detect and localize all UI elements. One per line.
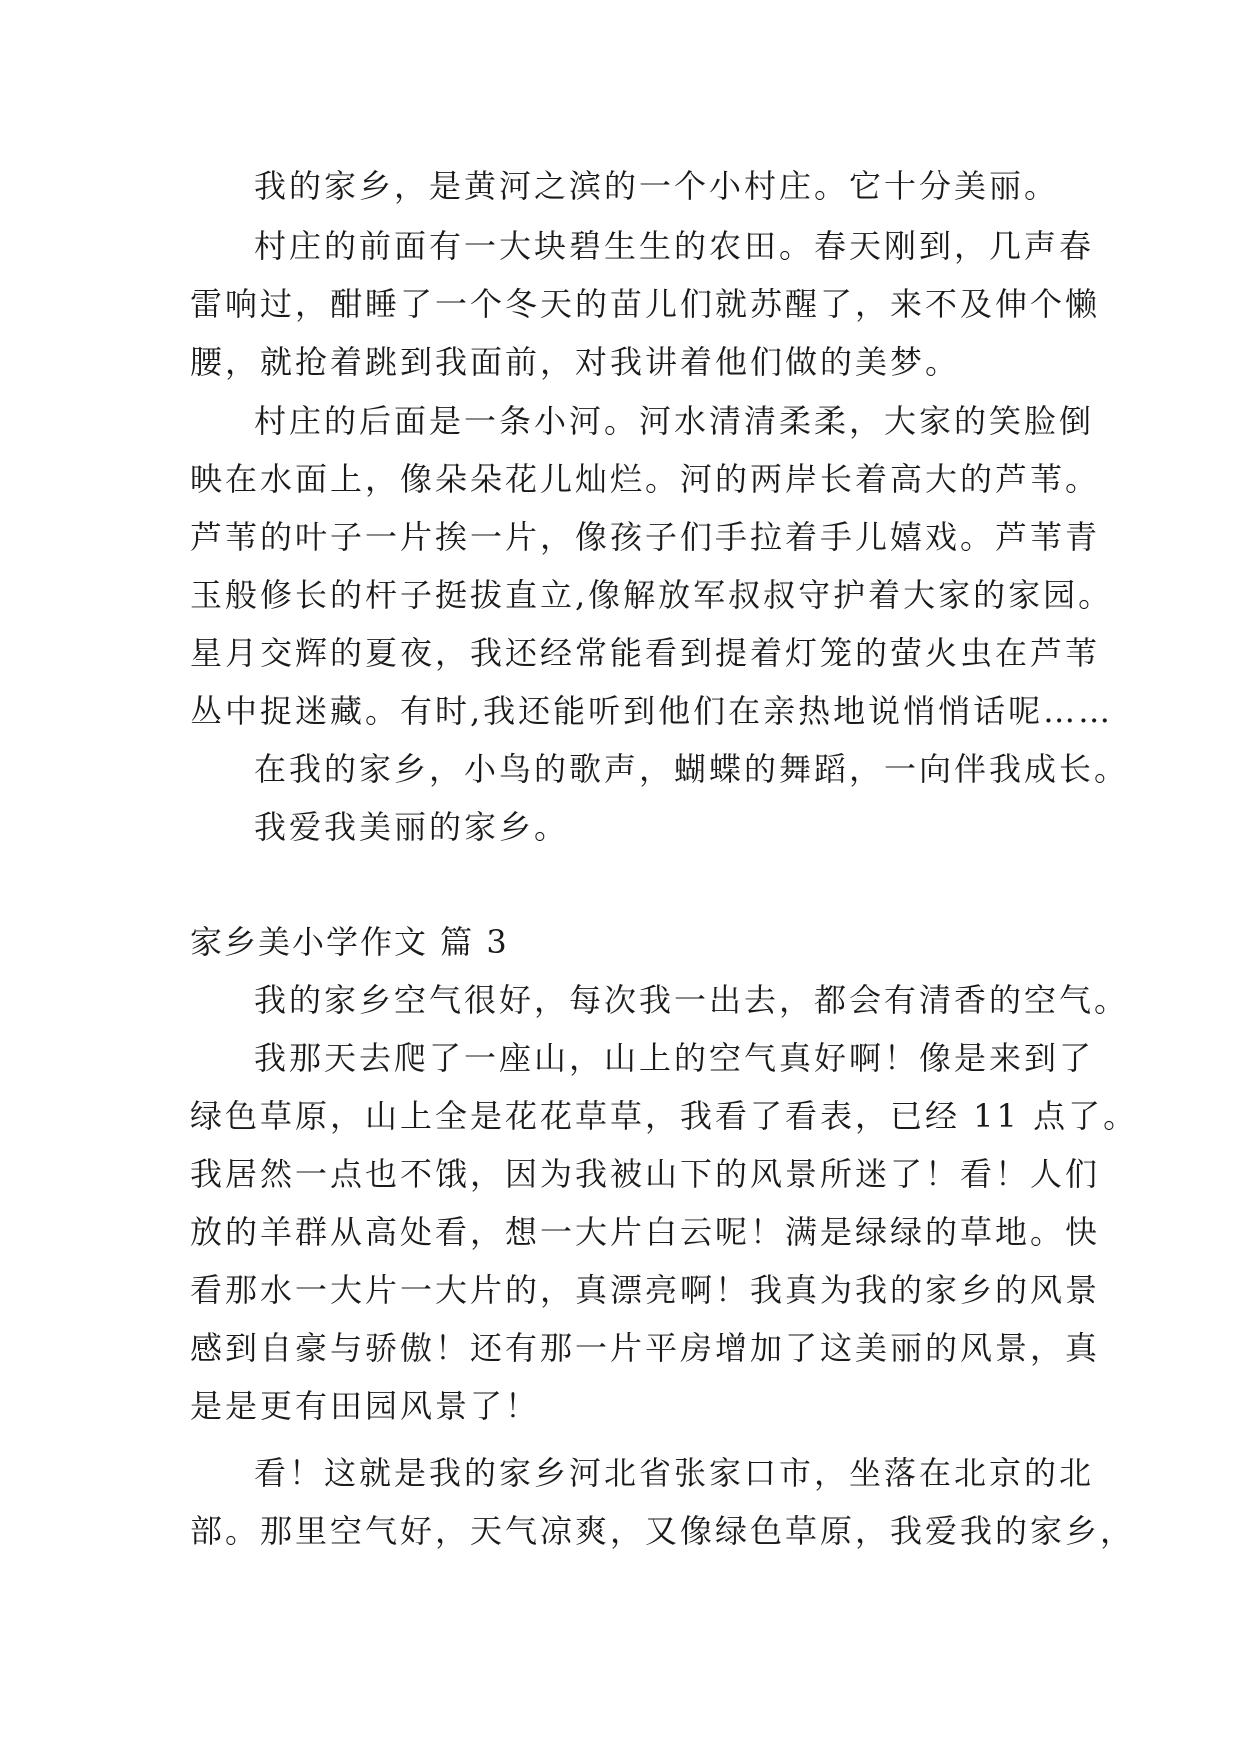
paragraph-line: 我爱我美丽的家乡。 [254, 808, 570, 846]
paragraph-line: 我的家乡，是黄河之滨的一个小村庄。它十分美丽。 [254, 167, 1060, 205]
paragraph-line: 我那天去爬了一座山，山上的空气真好啊！像是来到了 [254, 1039, 1095, 1077]
paragraph-line: 村庄的前面有一大块碧生生的农田。春天刚到，几声春 [254, 227, 1095, 265]
paragraph-line: 芦苇的叶子一片挨一片，像孩子们手拉着手儿嬉戏。芦苇青 [190, 518, 1101, 556]
paragraph-line: 在我的家乡，小鸟的歌声，蝴蝶的舞蹈，一向伴我成长。 [254, 750, 1130, 788]
paragraph-line: 星月交辉的夏夜，我还经常能看到提着灯笼的萤火虫在芦苇 [190, 634, 1101, 672]
paragraph-line: 丛中捉迷藏。有时,我还能听到他们在亲热地说悄悄话呢…… [190, 692, 1114, 730]
paragraph-line: 绿色草原，山上全是花花草草，我看了看表，已经 11 点了。 [190, 1097, 1139, 1135]
paragraph-line: 雷响过，酣睡了一个冬天的苗儿们就苏醒了，来不及伸个懒 [190, 285, 1101, 323]
paragraph-line: 部。那里空气好，天气凉爽，又像绿色草原，我爱我的家乡， [190, 1512, 1136, 1550]
paragraph-line: 村庄的后面是一条小河。河水清清柔柔，大家的笑脸倒 [254, 402, 1095, 440]
paragraph-line: 感到自豪与骄傲！还有那一片平房增加了这美丽的风景，真 [190, 1329, 1101, 1367]
paragraph-line: 我的家乡空气很好，每次我一出去，都会有清香的空气。 [254, 981, 1130, 1019]
paragraph-line: 腰，就抢着跳到我面前，对我讲着他们做的美梦。 [190, 343, 961, 381]
paragraph-line: 看那水一大片一大片的，真漂亮啊！我真为我的家乡的风景 [190, 1271, 1101, 1309]
paragraph-line: 玉般修长的杆子挺拔直立,像解放军叔叔守护着大家的家园。 [190, 576, 1114, 614]
paragraph-line: 映在水面上，像朵朵花儿灿烂。河的两岸长着高大的芦苇。 [190, 460, 1101, 498]
paragraph-line: 看！这就是我的家乡河北省张家口市，坐落在北京的北 [254, 1454, 1095, 1492]
paragraph-line: 是是更有田园风景了！ [190, 1387, 541, 1425]
paragraph-line: 我居然一点也不饿，因为我被山下的风景所迷了！看！人们 [190, 1155, 1101, 1193]
paragraph-line: 放的羊群从高处看，想一大片白云呢！满是绿绿的草地。快 [190, 1213, 1101, 1251]
section-title: 家乡美小学作文 篇 3 [190, 923, 509, 961]
